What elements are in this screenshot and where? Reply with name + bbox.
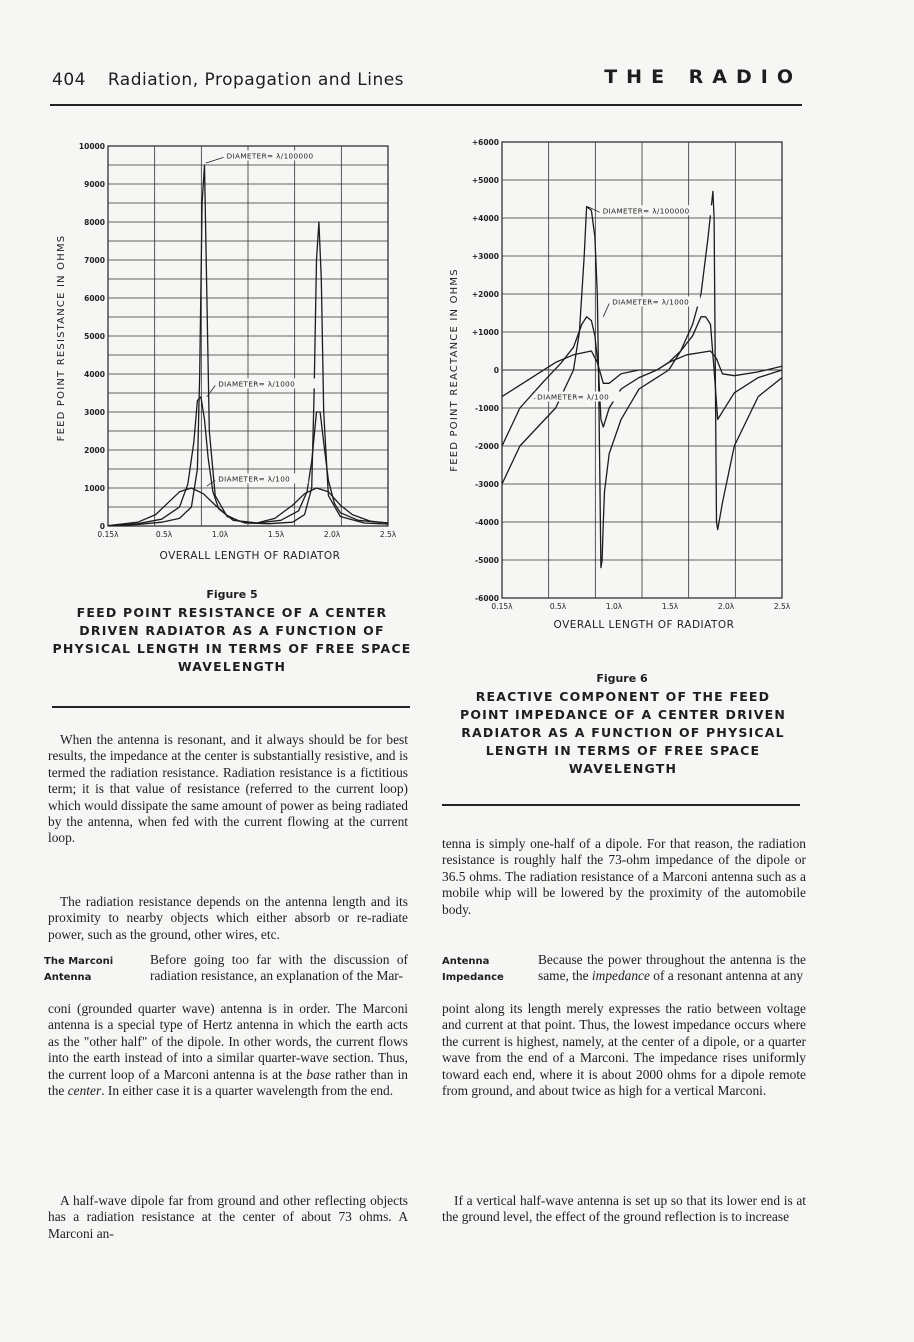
impedance-intro-b: of a resonant antenna at any — [649, 968, 804, 984]
figure5-rule — [52, 706, 410, 708]
y-tick-label: 0 — [99, 522, 105, 531]
y-tick-label: -4000 — [475, 518, 499, 527]
x-tick-label: 2.5λ — [773, 602, 791, 611]
y-tick-label: -6000 — [475, 594, 499, 603]
x-tick-label: 2.0λ — [717, 602, 735, 611]
y-tick-label: 4000 — [84, 370, 105, 379]
left-paragraph-3 — [48, 1001, 408, 1099]
right-paragraph-1: tenna is simply one-half of a dipole. For that reason, the radiation resistance is roughly half the 73-ohm impedance of the dipole or 36.5 ohms. The radiation resistance of a Marconi antenna such as a mobile whip will be lowered by the proximity of the automobile body. — [442, 836, 806, 917]
section-title: Radiation, Propagation and Lines — [107, 70, 405, 90]
y-axis-label: FEED POINT RESISTANCE IN OHMS — [56, 234, 67, 442]
x-axis-label: OVERALL LENGTH OF RADIATOR — [159, 550, 341, 562]
figure6-label: Figure 6 — [596, 672, 648, 685]
emph-center: center — [67, 1083, 102, 1099]
diameter-annotation: DIAMETER= λ/100000 — [226, 151, 314, 161]
y-tick-label: 9000 — [84, 180, 105, 189]
y-tick-label: 1000 — [84, 484, 105, 493]
y-tick-label: 0 — [493, 366, 499, 375]
x-tick-label: 1.5λ — [661, 602, 679, 611]
diameter-annotation: DIAMETER= λ/100 — [218, 474, 291, 484]
sidehead-impedance-line1: Antenna — [442, 956, 490, 967]
diameter-annotation: DIAMETER= λ/100000 — [602, 206, 690, 216]
y-tick-label: +3000 — [471, 252, 499, 261]
sidehead-impedance — [442, 954, 542, 987]
x-tick-label: 1.0λ — [211, 530, 229, 539]
left-paragraph-3c: . In either case it is a quarter wavelength from the end. — [101, 1083, 394, 1099]
header-rule — [50, 104, 802, 106]
impedance-intro — [538, 952, 806, 985]
y-tick-label: 3000 — [84, 408, 105, 417]
annotation-leader — [206, 157, 224, 163]
figure6-rule — [442, 804, 800, 806]
diameter-annotation: DIAMETER= λ/100 — [537, 392, 610, 402]
right-paragraph-3: If a vertical half-wave antenna is set up so that its lower end is at the ground level, the effect of the ground reflection is to increase — [442, 1193, 806, 1225]
x-tick-label: 0.15λ — [97, 530, 119, 539]
y-tick-label: +1000 — [471, 328, 499, 337]
y-tick-label: 10000 — [78, 142, 105, 151]
y-tick-label: +5000 — [471, 176, 499, 185]
sidehead-impedance-line2: Impedance — [442, 972, 504, 984]
y-tick-label: 8000 — [84, 218, 105, 227]
left-paragraph-3b: rather than in the — [48, 1066, 408, 1099]
y-tick-label: 2000 — [84, 446, 105, 455]
y-tick-label: -2000 — [475, 442, 499, 451]
x-axis-label: OVERALL LENGTH OF RADIATOR — [553, 619, 735, 631]
x-tick-label: 0.5λ — [155, 530, 173, 539]
annotation-leader — [603, 304, 609, 317]
emph-impedance: impedance — [591, 968, 650, 984]
sidehead-marconi-line1: The Marconi — [44, 956, 114, 967]
y-tick-label: -1000 — [475, 404, 499, 413]
page-number: 404 — [52, 70, 86, 90]
emph-base: base — [306, 1066, 331, 1082]
diameter-annotation: DIAMETER= λ/1000 — [612, 297, 690, 307]
marconi-intro: Before going too far with the discussion of radiation resistance, an explanation of the Mar- — [150, 952, 408, 984]
left-paragraph-3a: coni (grounded quarter wave) antenna is in order. The Marconi antenna is a special type of Hertz antenna in which the earth acts as the "other half" of the dipole. In other words, the current flows into the earth instead of into a similar quarter-wave section. Thus, the current loop of a Marconi antenna is at the — [48, 1001, 408, 1082]
y-tick-label: +2000 — [471, 290, 499, 299]
diameter-annotation: DIAMETER= λ/1000 — [218, 379, 296, 389]
x-tick-label: 2.0λ — [323, 530, 341, 539]
x-tick-label: 0.5λ — [549, 602, 567, 611]
y-tick-label: +4000 — [471, 214, 499, 223]
left-paragraph-1: When the antenna is resonant, and it always should be for best results, the impedance at the center is substantially resistive, and is termed the radiation resistance. Radiation resistance is a fictitious term; it is that value of resistance (referred to the current loop) which would dissipate the same amount of power as being radiated by the antenna, when fed with the current flowing at the current loop. — [48, 732, 408, 846]
left-paragraph-2: The radiation resistance depends on the antenna length and its proximity to nearby objects which either absorb or re-radiate power, such as the ground, other wires, etc. — [48, 894, 408, 942]
y-tick-label: -3000 — [475, 480, 499, 489]
x-tick-label: 0.15λ — [491, 602, 513, 611]
figure5-label: Figure 5 — [206, 588, 258, 601]
x-tick-label: 1.5λ — [267, 530, 285, 539]
left-paragraph-4: A half-wave dipole far from ground and other reflecting objects has a radiation resistance at the center of about 73 ohms. A Marconi an- — [48, 1193, 408, 1241]
figure6-chart — [444, 132, 804, 637]
y-axis-label: FEED POINT REACTANCE IN OHMS — [449, 268, 460, 472]
figure6-caption: REACTIVE COMPONENT OF THE FEED POINT IMPEDANCE OF A CENTER DRIVEN RADIATOR AS A FUNCTION OF PHYSICAL LENGTH IN TERMS OF FREE SPACE WAVELENGTH — [459, 689, 787, 776]
y-tick-label: 6000 — [84, 294, 105, 303]
y-tick-label: +6000 — [471, 138, 499, 147]
right-paragraph-2: point along its length merely expresses the ratio between voltage and current at that point. Thus, the lowest impedance occurs where the current is highest, namely, at the center of a dipole, or a quarter wave from the end of a Marconi. The impedance rises uniformly toward each end, where it is about 2000 ohms for a dipole remote from ground, and about twice as high for a vertical Marconi. — [442, 1001, 806, 1099]
figure5-chart — [52, 138, 412, 570]
x-tick-label: 2.5λ — [379, 530, 397, 539]
impedance-intro-a: Because the power throughout the antenna is the same, the — [538, 952, 806, 984]
y-tick-label: 5000 — [84, 332, 105, 341]
sidehead-marconi-line2: Antenna — [44, 972, 92, 984]
y-tick-label: 7000 — [84, 256, 105, 265]
y-tick-label: -5000 — [475, 556, 499, 565]
book-title: THE RADIO — [604, 66, 802, 88]
figure5-caption: FEED POINT RESISTANCE OF A CENTER DRIVEN RADIATOR AS A FUNCTION OF PHYSICAL LENGTH IN TERMS OF FREE SPACE WAVELENGTH — [52, 605, 412, 674]
sidehead-marconi — [44, 954, 144, 987]
running-header — [52, 70, 404, 90]
x-tick-label: 1.0λ — [605, 602, 623, 611]
